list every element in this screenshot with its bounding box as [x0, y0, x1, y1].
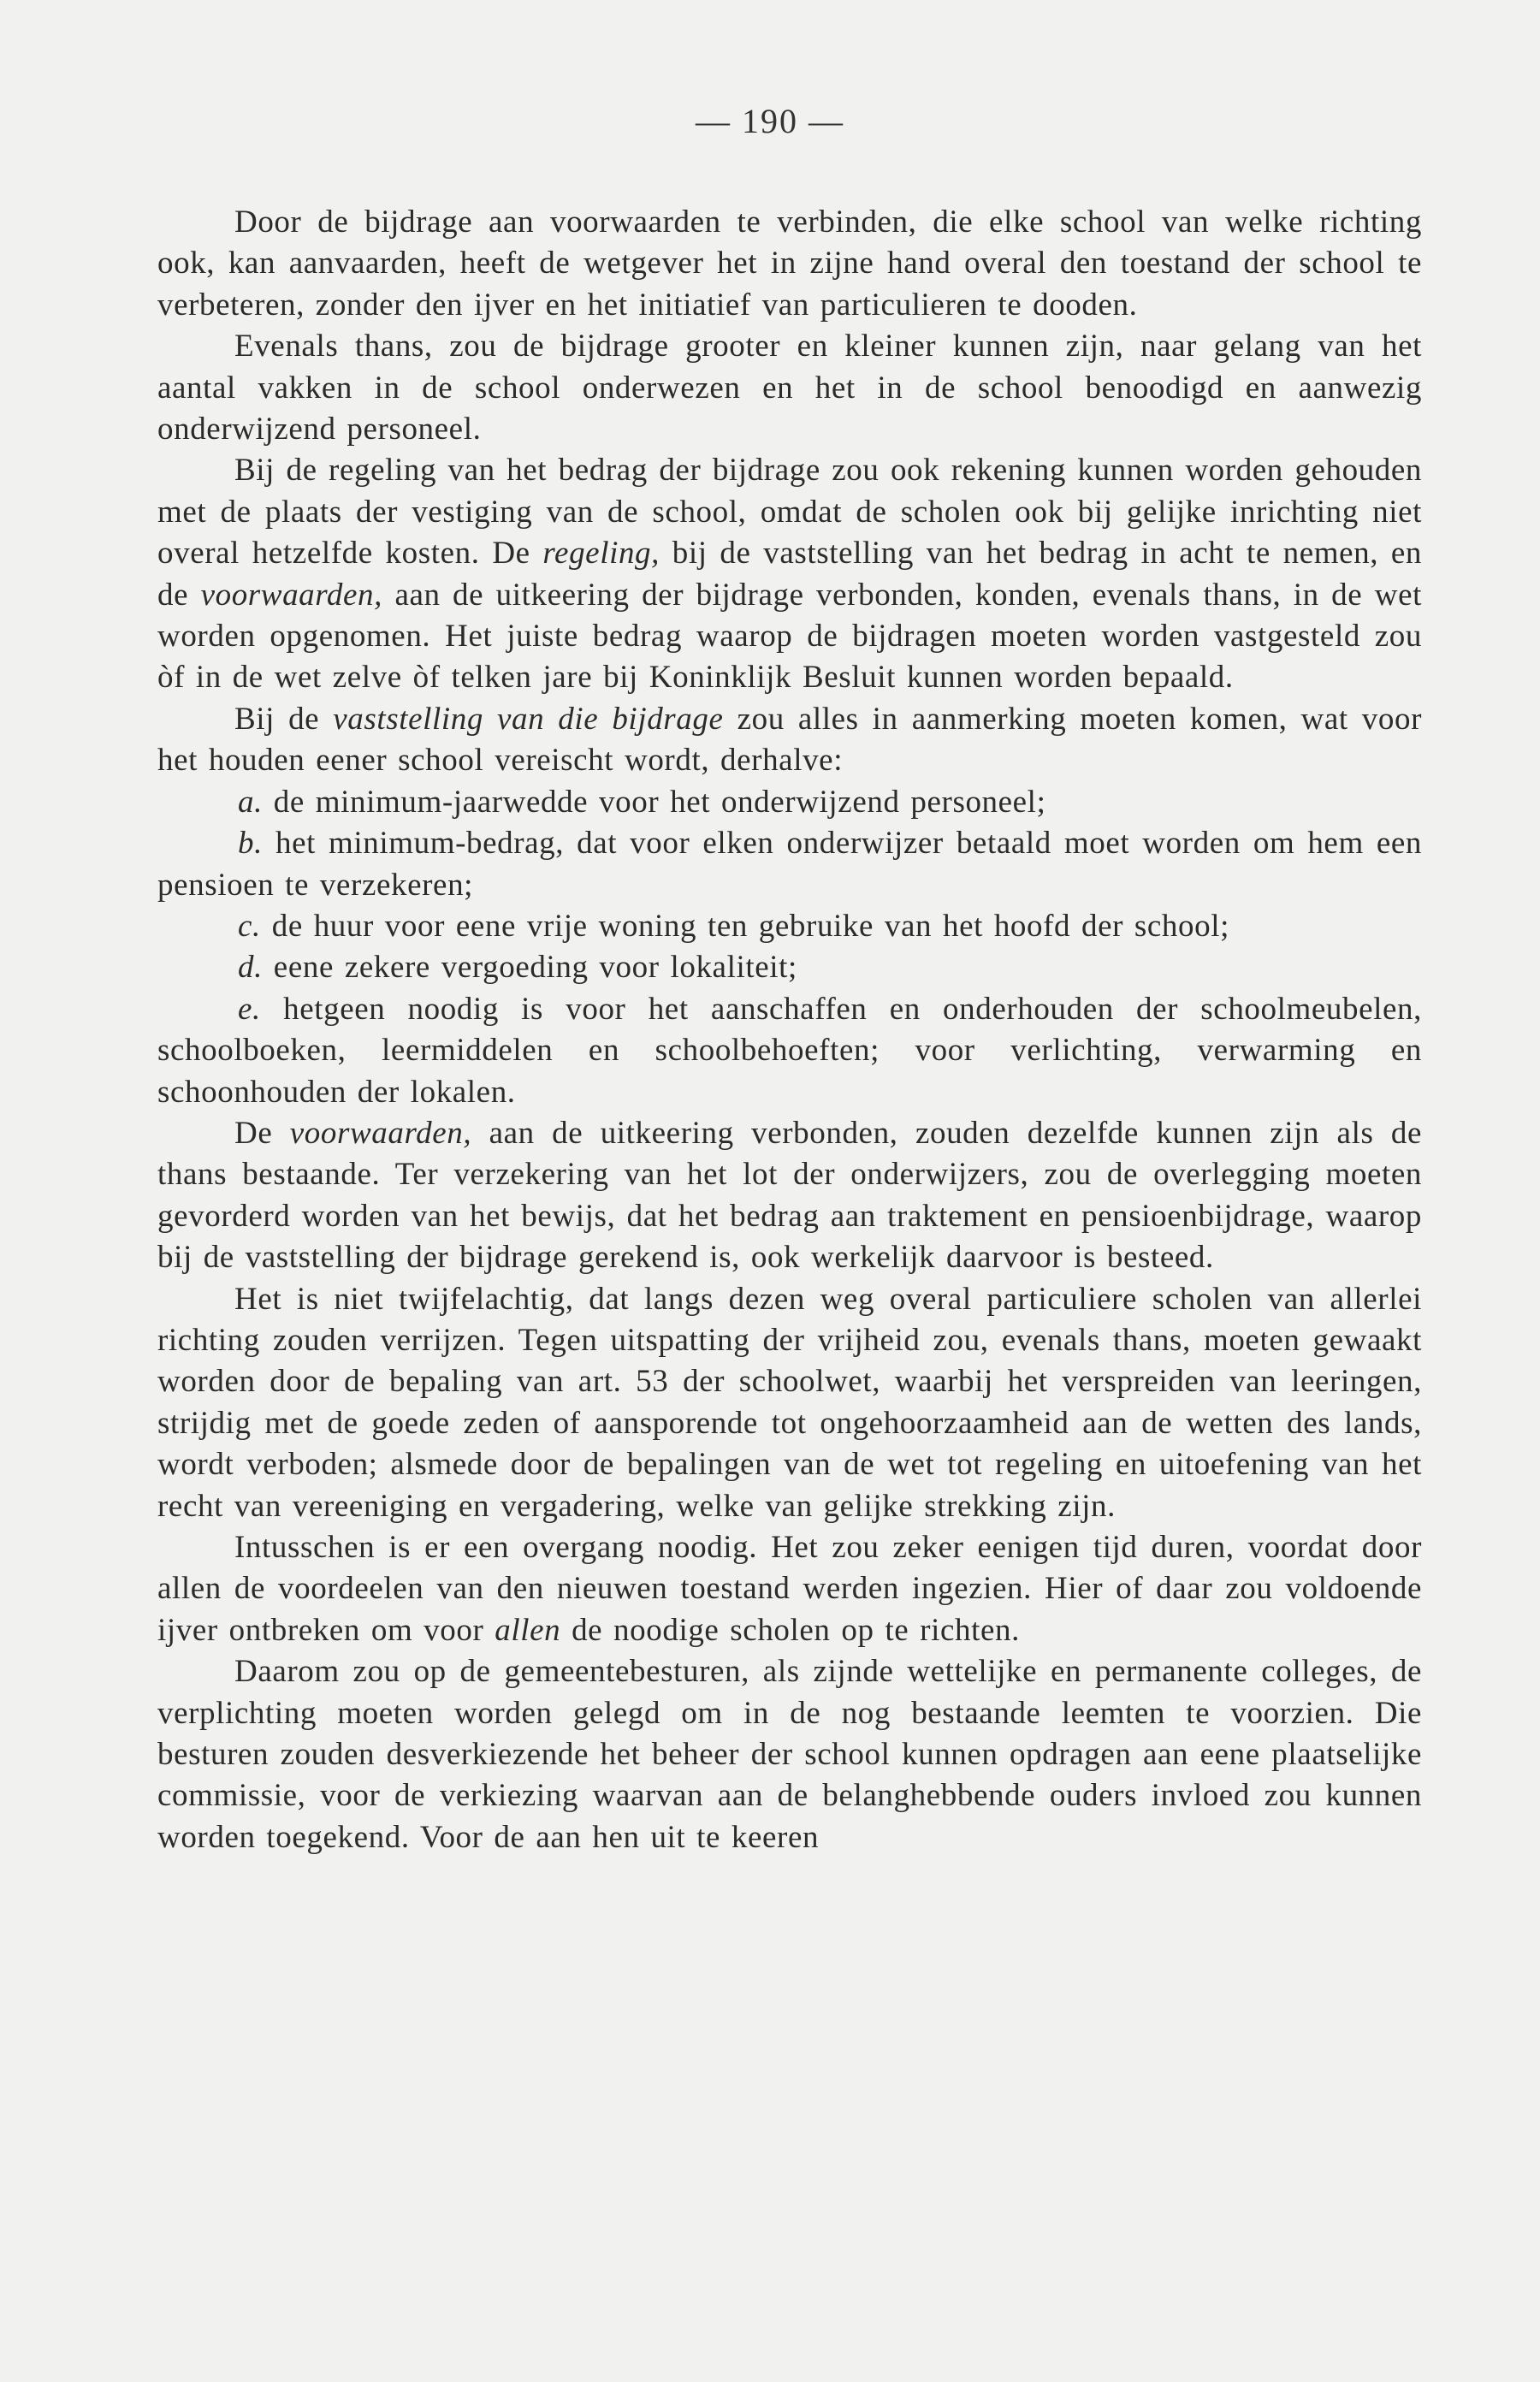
paragraph: [157, 1651, 1422, 1858]
body-text: [157, 202, 1422, 1858]
italic-text: voorwaarden,: [200, 577, 382, 613]
italic-text: voorwaarden,: [289, 1115, 472, 1151]
text-run: Het is niet twijfelachtig, dat langs dezen weg overal particuliere scholen van allerlei richting zouden verrijzen. Tegen uitspatting der vrijheid zou, evenals thans, moeten gewaakt worden door de bepaling van art. 53 der schoolwet, waarbij het verspreiden van leeringen, strijdig met de goede zeden of aansporende tot ongehoorzaamheid aan de wetten des lands, wordt verboden; alsmede door de bepalingen van de wet tot regeling en uitoefening van het recht van vereeniging en vergadering, welke van gelijke strekking zijn.: [157, 1281, 1422, 1524]
text-run: Intusschen is er een overgang noodig. Het zou zeker eenigen tijd duren, voordat door allen de voordeelen van den nieuwen toestand werden ingezien. Hier of daar zou voldoende ijver ontbreken om voor: [157, 1530, 1422, 1648]
list-item-d: [157, 947, 1422, 988]
paragraph: [157, 1279, 1422, 1527]
paragraph: [157, 326, 1422, 450]
text-run: het minimum-bedrag, dat voor elken onderwijzer betaald moet worden om hem een pensioen te verzekeren;: [157, 826, 1422, 903]
italic-text: vaststelling van die bijdrage: [333, 701, 724, 737]
italic-text: c.: [238, 908, 261, 944]
text-run: Daarom zou op de gemeentebesturen, als zijnde wettelijke en permanente colleges, de verplichting moeten worden gelegd om in de nog bestaande leemten te voorzien. Die besturen zouden desverkiezende het beheer der school kunnen opdragen aan eene plaatselijke commissie, voor de verkiezing waarvan aan de belanghebbende ouders invloed zou kunnen worden toegekend. Voor de aan hen uit te keeren: [157, 1654, 1422, 1855]
text-run: eene zekere vergoeding voor lokaliteit;: [262, 950, 797, 986]
italic-text: regeling,: [542, 536, 660, 572]
text-run: de noodige scholen op te richten.: [560, 1612, 1020, 1648]
text-run: Bij de regeling van het bedrag der bijdrage zou ook rekening kunnen worden gehouden met de plaats der vestiging van de school, omdat de scholen ook bij gelijke inrichting niet overal hetzelfde kosten. De: [157, 453, 1422, 572]
paragraph: [157, 699, 1422, 782]
text-run: zou alles in aanmerking moeten komen, wat voor het houden eener school vereischt wordt, derhalve:: [157, 701, 1423, 779]
text-run: aan de uitkeering verbonden, zouden dezelfde kunnen zijn als de thans bestaande. Ter verzekering van het lot der onderwijzers, zou de overlegging moeten gevorderd worden van het bewijs, dat het bedrag aan traktement en pensioenbijdrage, waarop bij de vaststelling der bijdrage gerekend is, ook werkelijk daarvoor is besteed.: [157, 1115, 1422, 1276]
text-run: bij de vaststelling van het bedrag in acht te nemen, en de: [157, 536, 1422, 613]
page-number: — 190 —: [696, 102, 844, 140]
paragraph: [157, 202, 1422, 326]
paragraph: [157, 1527, 1422, 1651]
text-run: Bij de: [234, 701, 334, 737]
list-item-a: [157, 782, 1422, 823]
paragraph: [157, 450, 1422, 698]
italic-text: allen: [495, 1612, 561, 1648]
list-item-e: [157, 989, 1422, 1113]
text-run: hetgeen noodig is voor het aanschaffen en onderhouden der schoolmeubelen, schoolboeken, leermiddelen en schoolbehoeften; voor verlichting, verwarming en schoonhouden der lokalen.: [157, 991, 1422, 1110]
text-run: de huur voor eene vrije woning ten gebruike van het hoofd der school;: [260, 908, 1229, 944]
text-run: Door de bijdrage aan voorwaarden te verbinden, die elke school van welke richting ook, kan aanvaarden, heeft de wetgever het in zijne hand overal den toestand der school te verbeteren, zonder den ijver en het initiatief van particulieren te dooden.: [157, 204, 1422, 323]
italic-text: a.: [238, 784, 263, 820]
italic-text: b.: [238, 826, 263, 862]
text-run: De: [234, 1115, 290, 1151]
text-run: aan de uitkeering der bijdrage verbonden, konden, evenals thans, in de wet worden opgenomen. Het juiste bedrag waarop de bijdragen moeten worden vastgesteld zou òf in de wet zelve òf telken jare bij Koninklijk Besluit kunnen worden bepaald.: [157, 577, 1422, 696]
paragraph: [157, 1113, 1422, 1279]
italic-text: e.: [238, 991, 261, 1027]
text-run: Evenals thans, zou de bijdrage grooter en kleiner kunnen zijn, naar gelang van het aantal vakken in de school onderwezen en het in de school benoodigd en aanwezig onderwijzend personeel.: [157, 329, 1422, 447]
italic-text: d.: [238, 950, 263, 986]
list-item-b: [157, 823, 1422, 906]
text-run: de minimum-jaarwedde voor het onderwijzend personeel;: [262, 784, 1046, 820]
list-item-c: [157, 906, 1422, 947]
